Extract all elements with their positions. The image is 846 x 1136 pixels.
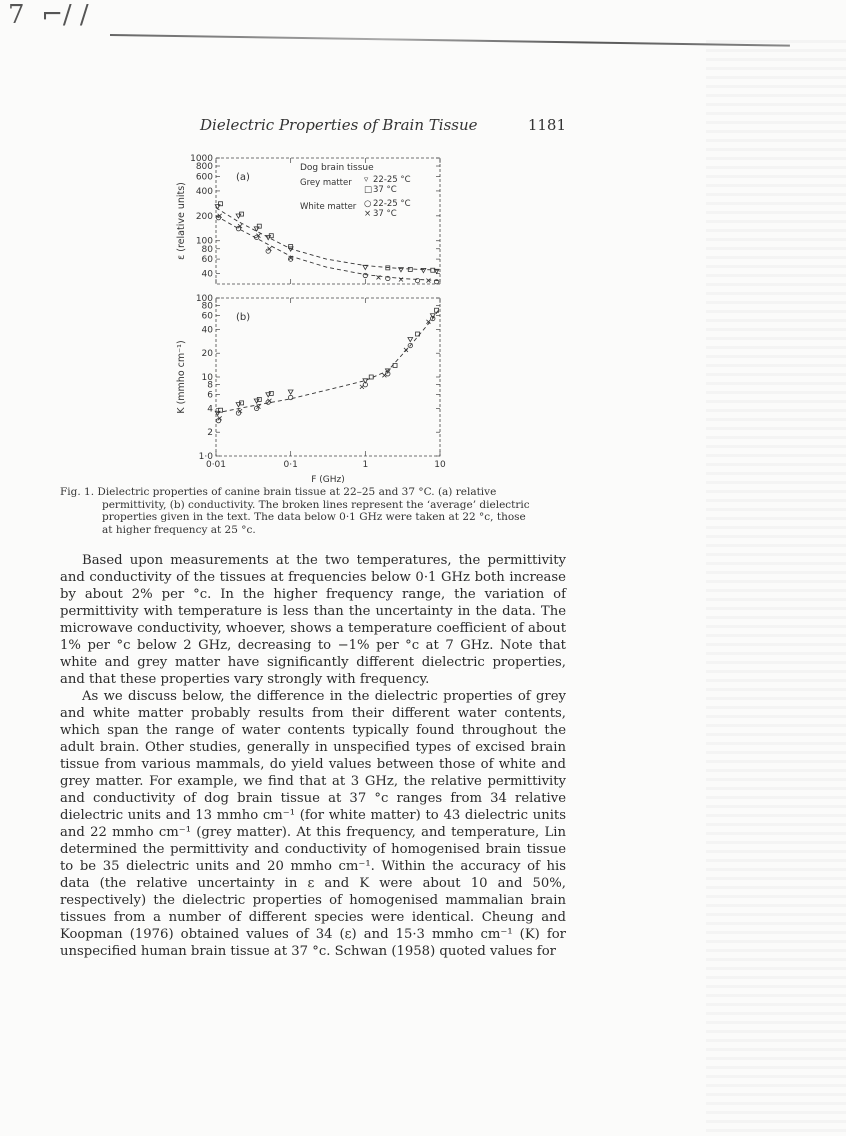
y-tick-label: 80 — [201, 301, 213, 312]
data-point-circle — [363, 273, 367, 277]
y-tick-label: 100 — [195, 294, 213, 304]
x-tick-label: 1 — [362, 460, 369, 470]
legend-temp-label: 22-25 °C — [373, 175, 411, 185]
data-point-triangle — [288, 390, 293, 394]
data-point-triangle — [266, 393, 271, 397]
legend-title: Dog brain tissue — [300, 163, 374, 173]
y-tick-label: 80 — [201, 244, 213, 255]
panel-label: (b) — [236, 312, 251, 323]
y-axis-label: K (mmho cm⁻¹) — [176, 340, 187, 414]
legend-group-label: Grey matter — [300, 178, 352, 188]
y-tick-label: 100 — [195, 236, 213, 247]
y-tick-label: 600 — [195, 172, 213, 183]
y-tick-label: 400 — [195, 186, 213, 197]
y-tick-label: 60 — [201, 255, 213, 266]
data-point-square — [257, 224, 261, 228]
legend-marker: × — [364, 209, 372, 219]
x-tick-label: 10 — [434, 460, 446, 470]
legend-marker: ▿ — [364, 175, 369, 185]
data-point-cross — [426, 279, 430, 283]
data-point-cross — [267, 399, 271, 403]
figure-1 — [170, 150, 480, 490]
panel-label: (a) — [236, 172, 250, 183]
torn-top-edge — [110, 34, 790, 47]
y-tick-label: 6 — [207, 390, 213, 401]
y-tick-label: 40 — [201, 269, 213, 280]
y-tick-label: 60 — [201, 311, 213, 322]
x-tick-label: 0·01 — [205, 460, 227, 470]
data-point-circle — [288, 395, 292, 399]
y-tick-label: 40 — [201, 325, 213, 336]
y-tick-label: 1·0 — [198, 452, 213, 462]
caption-line-1: Dielectric properties of canine brain tissue at 22–25 and 37 °C. (a) relative — [97, 486, 497, 498]
paragraph-2: As we discuss below, the difference in the dielectric properties of grey and white matter probably results from their different water contents, which span the range of water contents typically found throughout the adult brain. Other studies, generally in unspecified types of excised brain tissue from various mammals, do yield values between those of white and grey matter. For example, we find that at 3 GHz, the relative permittivity and conductivity of dog brain tissue at 37 °c ranges from 34 relative dielectric units and 13 mmho cm⁻¹ (for white matter) to 43 dielectric units and 22 mmho cm⁻¹ (grey matter). At this frequency, and temperature, Lin determined the permittivity and conductivity of homogenised brain tissue to be 35 dielectric units and 20 mmho cm⁻¹. Within the accuracy of his data (the relative uncertainty in ε and K were about 10 and 50%, respectively) the dielectric properties of homogenised mammalian brain tissues from a number of different species were identical. Cheung and Koopman (1976) obtained values of 34 (ε) and 15·3 mmho cm⁻¹ (K) for unspecified human brain tissue at 37 °c. Schwan (1958) quoted values for — [60, 689, 566, 959]
legend-group-label: White matter — [300, 202, 357, 212]
scanned-page-edge — [706, 40, 846, 1136]
paragraph-1: Based upon measurements at the two temperatures, the permittivity and conductivity of the tissues at frequencies below 0·1 GHz both increase by about 2% per °c. In the higher frequency range, the variation of permittivity with temperature is less than the uncertainty in the data. The microwave conductivity, whoever, shows a temperature coefficient of about 1% per °c below 2 GHz, decreasing to −1% per °c at 7 GHz. Note that white and grey matter have significantly different dielectric properties, and that these properties vary strongly with frequency. — [60, 553, 566, 687]
caption-line-3: properties given in the text. The data below 0·1 GHz were taken at 22 °c, those — [102, 511, 526, 523]
page-number: 1181 — [527, 116, 566, 134]
legend-temp-label: 22-25 °C — [373, 199, 411, 209]
y-axis-label: ε (relative units) — [176, 182, 187, 260]
average-fit-line — [216, 308, 440, 413]
legend-marker: ○ — [364, 199, 372, 209]
body-text — [60, 552, 566, 960]
y-tick-label: 800 — [195, 162, 213, 173]
data-point-square — [219, 202, 223, 206]
figure-1-svg — [170, 150, 480, 490]
y-tick-label: 4 — [207, 404, 213, 415]
figure-caption — [60, 486, 566, 536]
y-tick-label: 1000 — [190, 154, 213, 164]
data-point-circle — [236, 226, 240, 230]
caption-line-2: permittivity, (b) conductivity. The broken lines represent the ‘average’ dielectric — [102, 498, 530, 511]
data-point-square — [431, 268, 435, 272]
y-tick-label: 8 — [207, 380, 213, 391]
y-tick-label: 20 — [201, 349, 213, 360]
data-point-square — [393, 363, 397, 367]
page-header — [200, 116, 566, 134]
data-point-triangle — [408, 338, 413, 342]
y-tick-label: 200 — [195, 211, 213, 222]
legend-temp-label: 37 °C — [373, 209, 397, 219]
legend-marker: □ — [364, 185, 373, 195]
x-axis-label: F (GHz) — [311, 475, 345, 485]
y-tick-label: 2 — [207, 428, 213, 439]
data-point-triangle — [421, 268, 426, 272]
data-point-circle — [415, 278, 419, 282]
y-tick-label: 10 — [201, 373, 213, 383]
running-title: Dielectric Properties of Brain Tissue — [200, 116, 478, 134]
caption-line-4: at higher frequency at 25 °c. — [102, 523, 256, 536]
x-tick-label: 0·1 — [283, 460, 298, 470]
handwritten-marks: 7 ⌐/ / — [8, 0, 89, 30]
data-point-cross — [360, 385, 364, 389]
average-fit-line — [216, 208, 440, 270]
data-point-square — [408, 267, 412, 271]
average-fit-line — [216, 216, 440, 281]
data-point-cross — [404, 348, 408, 352]
legend-temp-label: 37 °C — [373, 185, 397, 195]
caption-label: Fig. 1. — [60, 486, 95, 498]
